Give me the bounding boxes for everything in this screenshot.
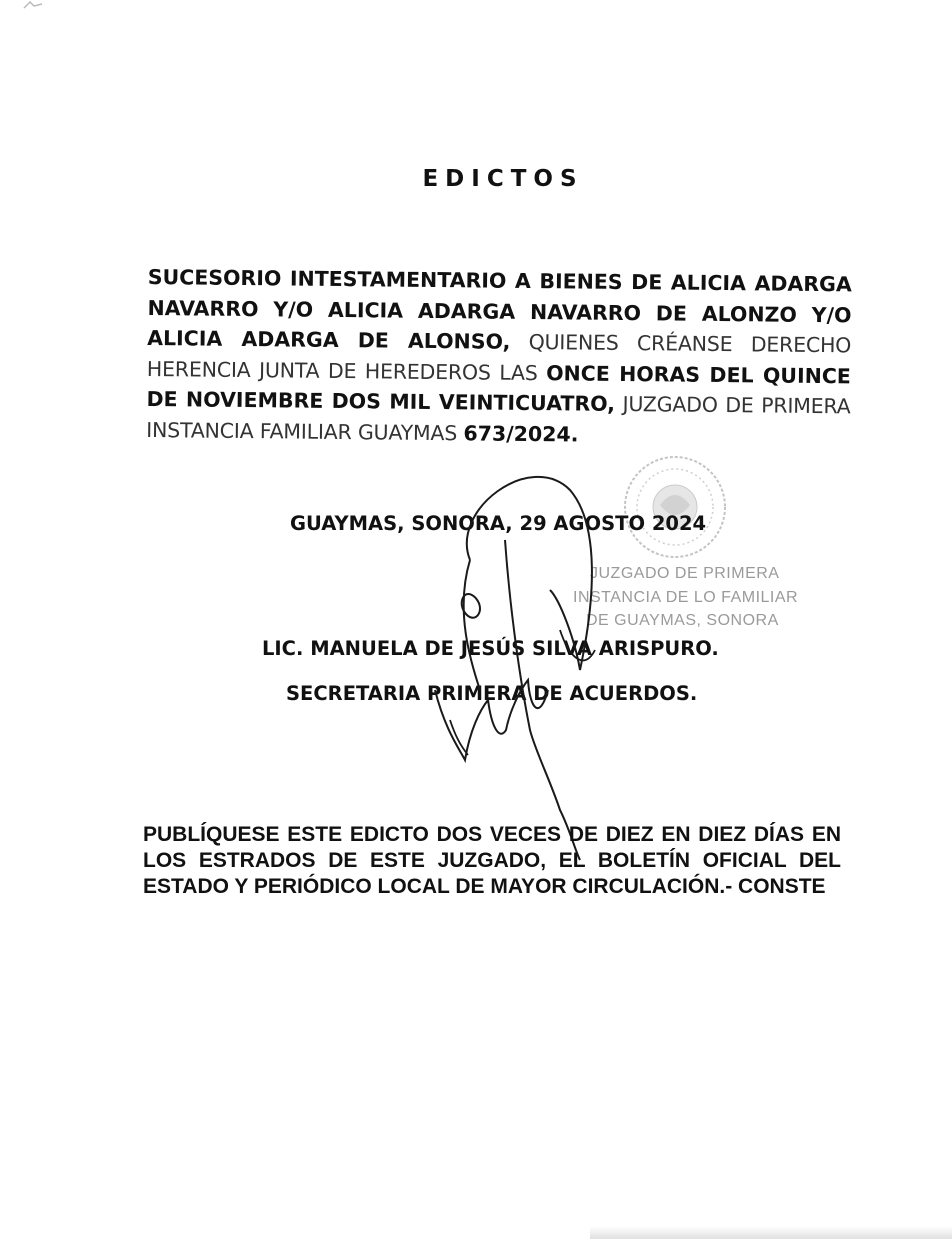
place-date: GUAYMAS, SONORA, 29 AGOSTO 2024: [290, 512, 707, 535]
seal-line-2: INSTANCIA DE LO FAMILIAR: [573, 589, 799, 606]
heirs-call-text: QUIENES CRÉANSE DERECHO HERENCIA JUNTA DE HEREDEROS LAS: [146, 329, 852, 385]
hearing-datetime: ONCE HORAS DEL QUINCE DE NOVIEMBRE DOS MIL VEINTICUATRO,: [146, 360, 851, 416]
publication-notice: PUBLÍQUESE ESTE EDICTO DOS VECES DE DIEZ EN DIEZ DÍAS EN LOS ESTRADOS DE ESTE JUZGADO, EL BOLETÍN OFICIAL DEL ESTADO Y PERIÓDICO LOCAL DE MAYOR CIRCULACIÓN.- CONSTE: [143, 823, 841, 898]
corner-mark: [22, 0, 52, 10]
court-name: JUZGADO DE PRIMERA INSTANCIA FAMILIAR GUAYMAS: [146, 391, 851, 445]
edict-body: [146, 262, 852, 452]
seal-line-3: DE GUAYMAS, SONORA: [586, 612, 779, 629]
signer-role: SECRETARIA PRIMERA DE ACUERDOS.: [286, 682, 698, 705]
scan-shadow: [590, 1226, 952, 1239]
seal-line-1: JUZGADO DE PRIMERA: [590, 565, 780, 582]
signer-name: LIC. MANUELA DE JESÚS SILVA ARISPURO.: [262, 637, 719, 660]
estate-description: SUCESORIO INTESTAMENTARIO A BIENES DE ALICIA ADARGA NAVARRO Y/O ALICIA ADARGA NAVARRO DE ALONZO Y/O ALICIA ADARGA DE ALONSO,: [147, 264, 852, 354]
case-number: 673/2024.: [463, 420, 579, 447]
document-title: EDICTOS: [422, 166, 584, 192]
